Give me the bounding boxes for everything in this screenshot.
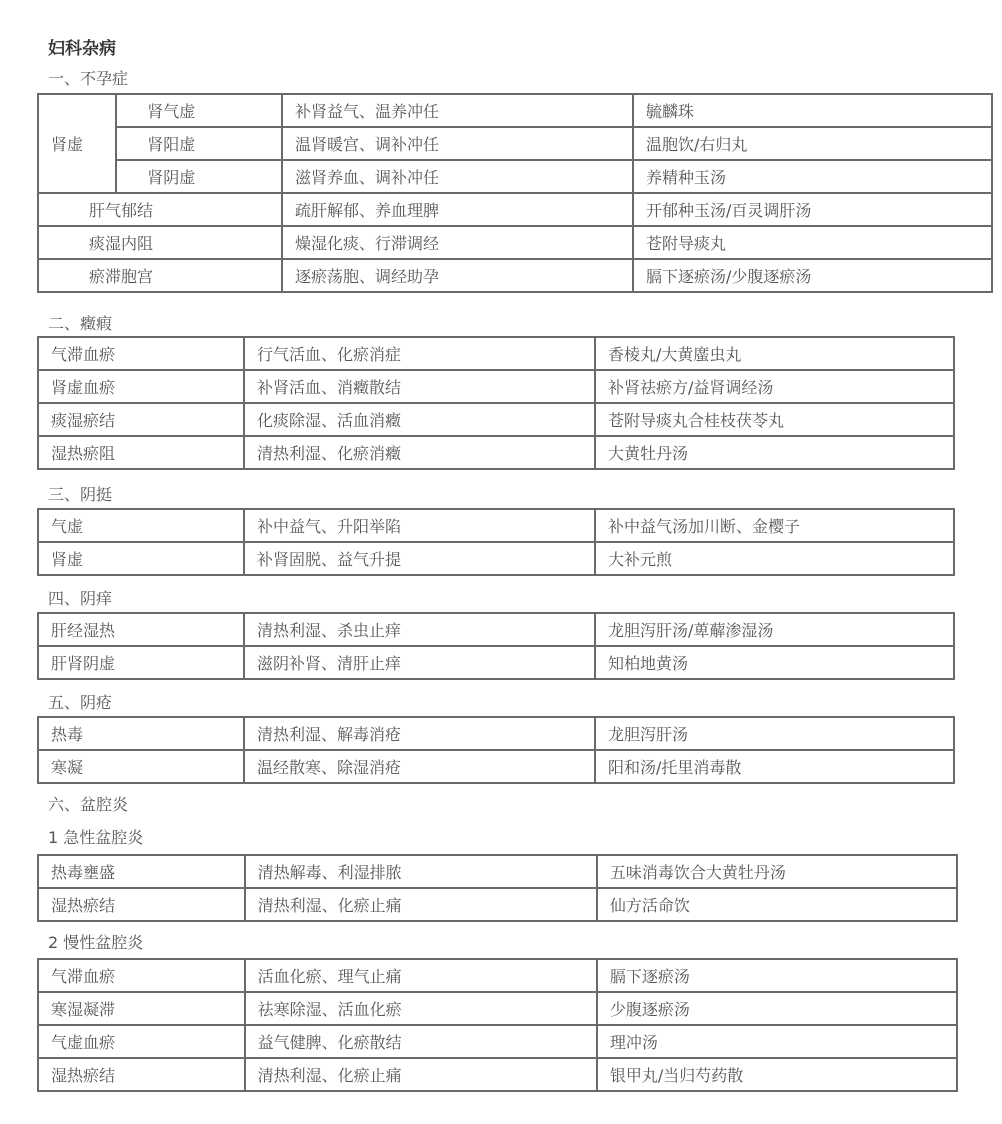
treatment-principle-cell: 逐瘀荡胞、调经助孕 (282, 259, 633, 292)
treatment-principle-cell: 疏肝解郁、养血理脾 (282, 193, 633, 226)
syndrome-table (37, 336, 955, 470)
syndrome-cell: 肝经湿热 (38, 613, 244, 646)
section-heading: 四、阴痒 (48, 589, 113, 608)
syndrome-cell: 气虚血瘀 (38, 1025, 245, 1058)
treatment-principle-cell: 益气健脾、化瘀散结 (245, 1025, 597, 1058)
table-row (38, 337, 954, 370)
syndrome-cell: 瘀滞胞宫 (38, 259, 282, 292)
section-heading: 六、盆腔炎 (48, 795, 129, 814)
syndrome-table (37, 612, 955, 680)
table-row (38, 750, 954, 783)
table-row (38, 226, 992, 259)
syndrome-cell: 湿热瘀结 (38, 1058, 245, 1091)
treatment-principle-cell: 化痰除湿、活血消癥 (244, 403, 595, 436)
treatment-principle-cell: 清热利湿、化瘀止痛 (245, 1058, 597, 1091)
table-row (38, 613, 954, 646)
formula-cell: 温胞饮/右归丸 (633, 127, 992, 160)
section-heading: 五、阴疮 (48, 693, 113, 712)
treatment-principle-cell: 行气活血、化瘀消症 (244, 337, 595, 370)
table-row (38, 436, 954, 469)
syndrome-cell: 气虚 (38, 509, 244, 542)
section-heading: 一、不孕症 (48, 69, 129, 88)
section-heading: 三、阴挺 (48, 485, 113, 504)
formula-cell: 大补元煎 (595, 542, 954, 575)
treatment-principle-cell: 温经散寒、除湿消疮 (244, 750, 595, 783)
formula-cell: 少腹逐瘀汤 (597, 992, 957, 1025)
syndrome-group-cell: 肾虚 (38, 94, 116, 193)
treatment-principle-cell: 祛寒除湿、活血化瘀 (245, 992, 597, 1025)
syndrome-cell: 湿热瘀阻 (38, 436, 244, 469)
syndrome-cell: 肝气郁结 (38, 193, 282, 226)
formula-cell: 龙胆泻肝汤/萆薢渗湿汤 (595, 613, 954, 646)
formula-cell: 银甲丸/当归芍药散 (597, 1058, 957, 1091)
table-row (38, 717, 954, 750)
table-row (38, 509, 954, 542)
formula-cell: 苍附导痰丸合桂枝茯苓丸 (595, 403, 954, 436)
treatment-principle-cell: 燥湿化痰、行滞调经 (282, 226, 633, 259)
section-heading: 二、癥瘕 (48, 314, 113, 333)
formula-cell: 大黄牡丹汤 (595, 436, 954, 469)
table-row (38, 193, 992, 226)
syndrome-table (37, 958, 958, 1092)
treatment-principle-cell: 温肾暖宫、调补冲任 (282, 127, 633, 160)
treatment-principle-cell: 补肾活血、消癥散结 (244, 370, 595, 403)
sub-syndrome-cell: 肾阳虚 (116, 127, 282, 160)
section-subheading: 1 急性盆腔炎 (48, 828, 144, 847)
table-row (38, 1058, 957, 1091)
syndrome-cell: 肾虚血瘀 (38, 370, 244, 403)
table-row (38, 992, 957, 1025)
formula-cell: 苍附导痰丸 (633, 226, 992, 259)
formula-cell: 理冲汤 (597, 1025, 957, 1058)
treatment-principle-cell: 清热利湿、化瘀消癥 (244, 436, 595, 469)
table-row (38, 94, 992, 127)
treatment-principle-cell: 清热利湿、解毒消疮 (244, 717, 595, 750)
formula-cell: 补中益气汤加川断、金樱子 (595, 509, 954, 542)
table-row (38, 370, 954, 403)
syndrome-cell: 痰湿瘀结 (38, 403, 244, 436)
syndrome-table (37, 93, 993, 293)
formula-cell: 养精种玉汤 (633, 160, 992, 193)
document-title: 妇科杂病 (48, 39, 116, 59)
formula-cell: 开郁种玉汤/百灵调肝汤 (633, 193, 992, 226)
treatment-principle-cell: 滋肾养血、调补冲任 (282, 160, 633, 193)
table-row (38, 542, 954, 575)
table-row (38, 959, 957, 992)
treatment-principle-cell: 清热利湿、杀虫止痒 (244, 613, 595, 646)
syndrome-table (37, 854, 958, 922)
table-row (38, 160, 992, 193)
formula-cell: 补肾祛瘀方/益肾调经汤 (595, 370, 954, 403)
section-subheading: 2 慢性盆腔炎 (48, 933, 144, 952)
syndrome-cell: 气滞血瘀 (38, 959, 245, 992)
sub-syndrome-cell: 肾阴虚 (116, 160, 282, 193)
formula-cell: 知柏地黄汤 (595, 646, 954, 679)
formula-cell: 阳和汤/托里消毒散 (595, 750, 954, 783)
syndrome-cell: 寒凝 (38, 750, 244, 783)
treatment-principle-cell: 清热利湿、化瘀止痛 (245, 888, 597, 921)
treatment-principle-cell: 滋阴补肾、清肝止痒 (244, 646, 595, 679)
treatment-principle-cell: 活血化瘀、理气止痛 (245, 959, 597, 992)
syndrome-cell: 气滞血瘀 (38, 337, 244, 370)
table-row (38, 259, 992, 292)
syndrome-cell: 湿热瘀结 (38, 888, 245, 921)
table-row (38, 127, 992, 160)
syndrome-table (37, 508, 955, 576)
table-row (38, 403, 954, 436)
syndrome-cell: 肝肾阴虚 (38, 646, 244, 679)
treatment-principle-cell: 补肾益气、温养冲任 (282, 94, 633, 127)
formula-cell: 五味消毒饮合大黄牡丹汤 (597, 855, 957, 888)
formula-cell: 毓麟珠 (633, 94, 992, 127)
table-row (38, 855, 957, 888)
syndrome-table (37, 716, 955, 784)
syndrome-cell: 热毒壅盛 (38, 855, 245, 888)
formula-cell: 仙方活命饮 (597, 888, 957, 921)
treatment-principle-cell: 补肾固脱、益气升提 (244, 542, 595, 575)
syndrome-cell: 热毒 (38, 717, 244, 750)
formula-cell: 香棱丸/大黄䗪虫丸 (595, 337, 954, 370)
syndrome-cell: 痰湿内阻 (38, 226, 282, 259)
table-row (38, 646, 954, 679)
table-row (38, 888, 957, 921)
formula-cell: 膈下逐瘀汤/少腹逐瘀汤 (633, 259, 992, 292)
table-row (38, 1025, 957, 1058)
syndrome-cell: 寒湿凝滞 (38, 992, 245, 1025)
sub-syndrome-cell: 肾气虚 (116, 94, 282, 127)
treatment-principle-cell: 补中益气、升阳举陷 (244, 509, 595, 542)
formula-cell: 膈下逐瘀汤 (597, 959, 957, 992)
syndrome-cell: 肾虚 (38, 542, 244, 575)
formula-cell: 龙胆泻肝汤 (595, 717, 954, 750)
treatment-principle-cell: 清热解毒、利湿排脓 (245, 855, 597, 888)
